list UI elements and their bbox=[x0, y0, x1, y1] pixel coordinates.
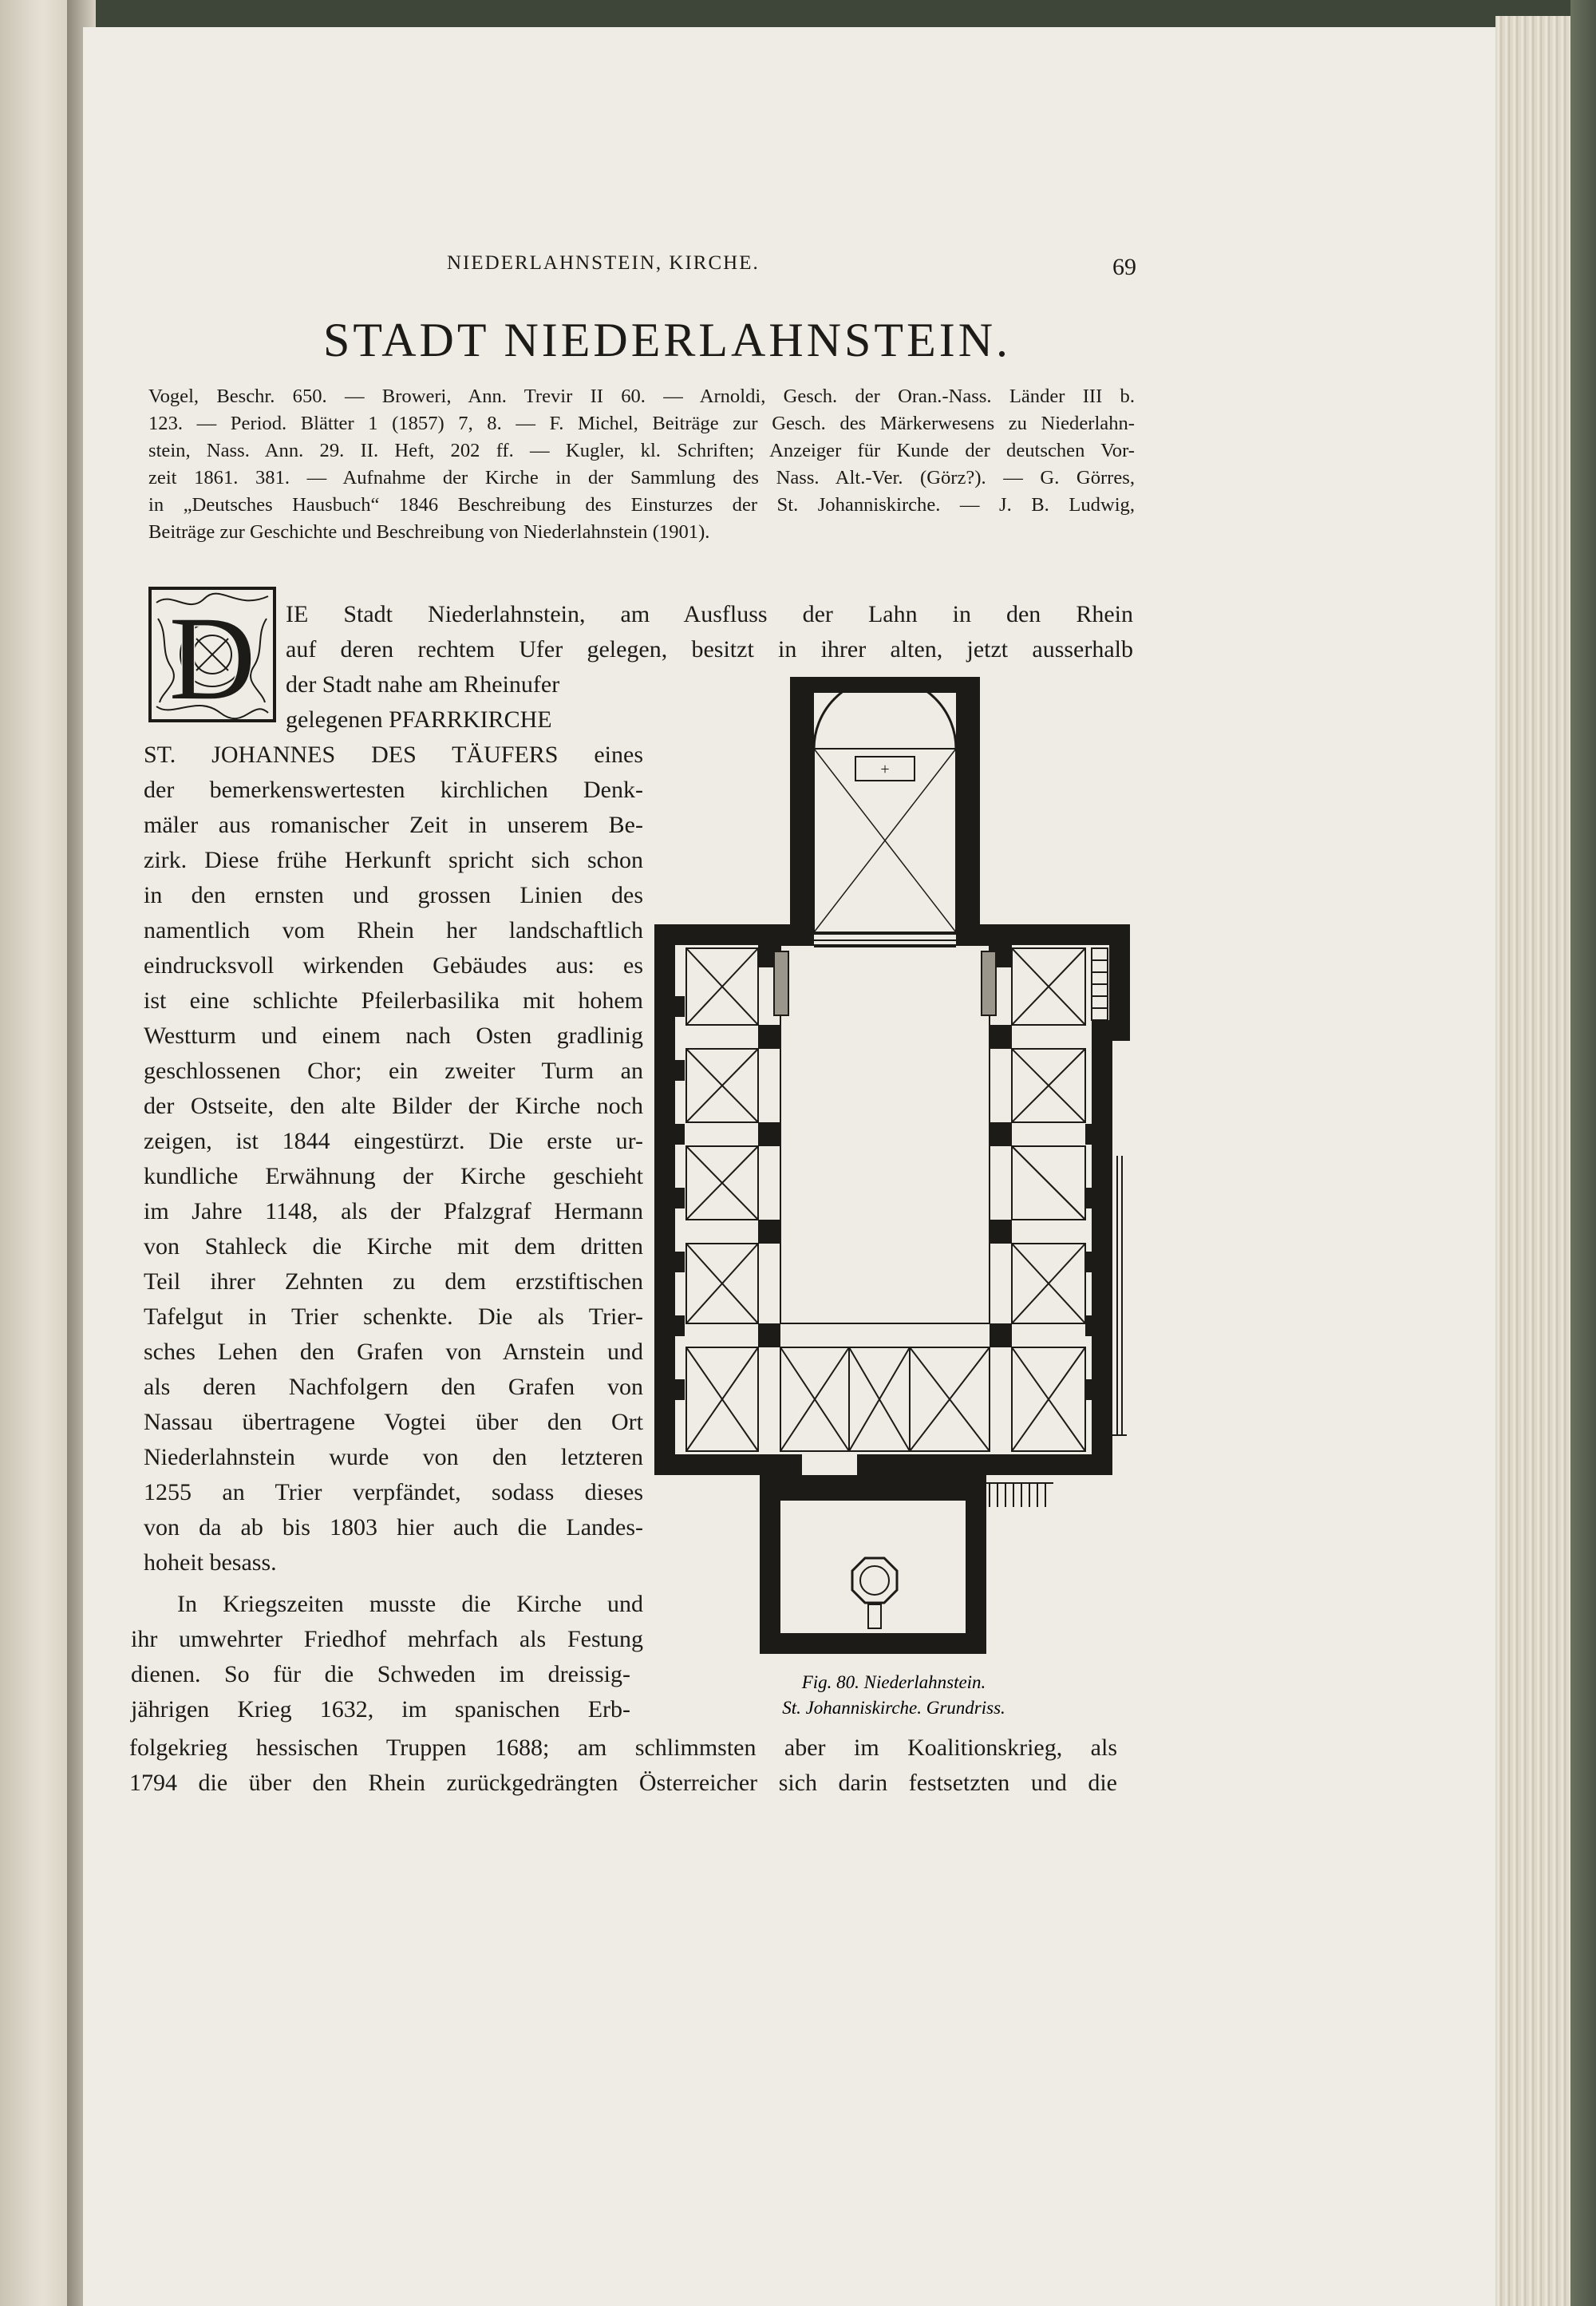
church-floor-plan bbox=[654, 677, 1130, 1654]
body-line: gelegenen PFARRKIRCHE bbox=[286, 706, 552, 733]
page-title: STADT NIEDERLAHNSTEIN. bbox=[323, 314, 1012, 366]
figure-caption bbox=[694, 1670, 1093, 1721]
body-line: In Kriegszeiten musste die Kirche und bbox=[177, 1591, 643, 1617]
body-line: hoheit besass. bbox=[144, 1549, 277, 1576]
bibliography-line: Vogel, Beschr. 650. — Broweri, Ann. Trevir II 60. — Arnoldi, Gesch. der Oran.-Nass. Länder III b. bbox=[148, 386, 1135, 407]
body-line: Tafelgut in Trier schenkte. Die als Trier- bbox=[144, 1303, 643, 1330]
running-head: NIEDERLAHNSTEIN, KIRCHE. bbox=[447, 252, 760, 274]
body-line: im Jahre 1148, als der Pfalzgraf Hermann bbox=[144, 1198, 643, 1224]
body-line: 1255 an Trier verpfändet, sodass dieses bbox=[144, 1479, 643, 1505]
svg-text:+: + bbox=[880, 761, 890, 778]
body-line: jährigen Krieg 1632, im spanischen Erb- bbox=[131, 1696, 630, 1723]
body-line: als deren Nachfolgern den Grafen von bbox=[144, 1374, 643, 1400]
body-line: eindrucksvoll wirkenden Gebäudes aus: es bbox=[144, 952, 643, 979]
page-number: 69 bbox=[1112, 254, 1136, 280]
body-line: zeigen, ist 1844 eingestürzt. Die erste ur- bbox=[144, 1128, 643, 1154]
bibliography-line: in „Deutsches Hausbuch“ 1846 Beschreibung des Einsturzes der St. Johanniskirche. — J. B. Ludwig, bbox=[148, 494, 1135, 516]
body-line: der bemerkenswertesten kirchlichen Denk- bbox=[144, 777, 643, 803]
ornamental-initial bbox=[148, 587, 276, 722]
body-line: 1794 die über den Rhein zurückgedrängten Österreicher sich darin festsetzten und die bbox=[129, 1770, 1117, 1796]
bibliography-line: zeit 1861. 381. — Aufnahme der Kirche in der Sammlung des Nass. Alt.-Ver. (Görz?). — G. Görres, bbox=[148, 467, 1135, 488]
book-cover-edge bbox=[1570, 0, 1596, 2306]
body-line: Nassau übertragene Vogtei über den Ort bbox=[144, 1409, 643, 1435]
body-line: ihr umwehrter Friedhof mehrfach als Festung bbox=[131, 1626, 643, 1652]
body-line: namentlich vom Rhein her landschaftlich bbox=[144, 917, 643, 943]
drop-cap-letter: D bbox=[168, 592, 256, 722]
body-line: von Stahleck die Kirche mit dem dritten bbox=[144, 1233, 643, 1260]
body-line: von da ab bis 1803 hier auch die Landes- bbox=[144, 1514, 643, 1541]
bibliography bbox=[148, 383, 1135, 546]
body-line: dienen. So für die Schweden im dreissig- bbox=[131, 1661, 630, 1687]
body-line: folgekrieg hessischen Truppen 1688; am schlimmsten aber im Koalitionskrieg, als bbox=[129, 1734, 1117, 1761]
bibliography-line: stein, Nass. Ann. 29. II. Heft, 202 ff. — Kugler, kl. Schriften; Anzeiger für Kunde der deutschen Vor- bbox=[148, 440, 1135, 461]
body-line: der Ostseite, den alte Bilder der Kirche noch bbox=[144, 1093, 643, 1119]
body-line: ist eine schlichte Pfeilerbasilika mit hohem bbox=[144, 987, 643, 1014]
body-line: zirk. Diese frühe Herkunft spricht sich schon bbox=[144, 847, 643, 873]
bibliography-line: 123. — Period. Blätter 1 (1857) 7, 8. — F. Michel, Beiträge zur Gesch. des Märkerwesens zu Niederlahn- bbox=[148, 413, 1135, 434]
body-line: mäler aus romanischer Zeit in unserem Be- bbox=[144, 812, 643, 838]
body-line: Westturm und einem nach Osten gradlinig bbox=[144, 1022, 643, 1049]
body-line: Teil ihrer Zehnten zu dem erzstiftischen bbox=[144, 1268, 643, 1295]
body-line: geschlossenen Chor; ein zweiter Turm an bbox=[144, 1058, 643, 1084]
facing-page-edge bbox=[0, 0, 77, 2306]
body-line: in den ernsten und grossen Linien des bbox=[144, 882, 643, 908]
body-line: der Stadt nahe am Rheinufer bbox=[286, 671, 560, 698]
body-line: Niederlahnstein wurde von den letzteren bbox=[144, 1444, 643, 1470]
body-line: sches Lehen den Grafen von Arnstein und bbox=[144, 1339, 643, 1365]
body-line: ST. JOHANNES DES TÄUFERS eines bbox=[144, 742, 643, 768]
body-line: IE Stadt Niederlahnstein, am Ausfluss der Lahn in den Rhein bbox=[286, 601, 1133, 627]
caption-line: St. Johanniskirche. Grundriss. bbox=[782, 1698, 1005, 1718]
caption-line: Fig. 80. Niederlahnstein. bbox=[801, 1672, 986, 1692]
bibliography-line: Beiträge zur Geschichte und Beschreibung von Niederlahnstein (1901). bbox=[148, 521, 710, 543]
body-line: kundliche Erwähnung der Kirche geschieht bbox=[144, 1163, 643, 1189]
body-line: auf deren rechtem Ufer gelegen, besitzt in ihrer alten, jetzt ausserhalb bbox=[286, 636, 1133, 663]
